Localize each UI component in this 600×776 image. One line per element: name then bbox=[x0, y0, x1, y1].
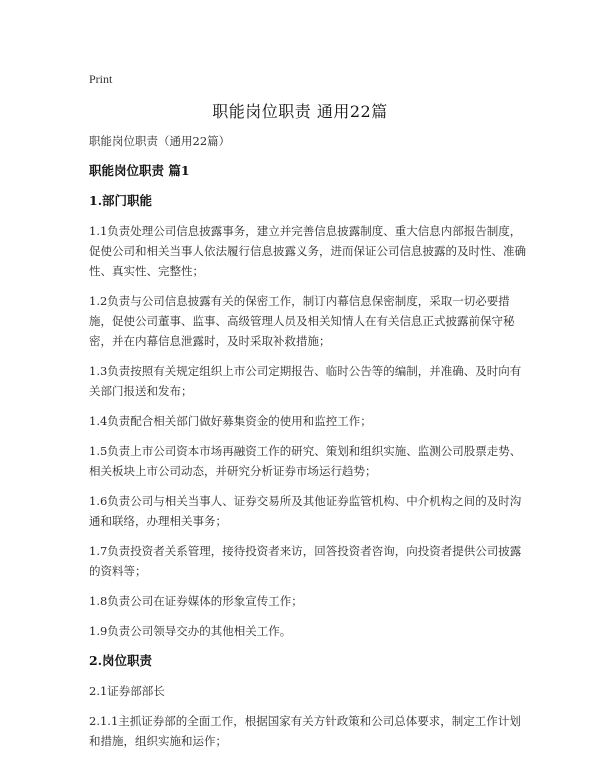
list-item: 1.9负责公司领导交办的其他相关工作。 bbox=[89, 624, 292, 638]
list-item: 1.4负责配合相关部门做好募集资金的使用和监控工作； bbox=[89, 414, 372, 428]
list-item: 1.2负责与公司信息披露有关的保密工作，制订内幕信息保密制度，采取一切必要措施，促使公司董事、监事、高级管理人员及相关知情人在有关信息正式披露前保守秘密，并在内幕信息泄露时，及时采取补救措施； bbox=[89, 294, 515, 348]
section-title: 职能岗位职责 篇1 bbox=[89, 163, 190, 178]
list-item: 1.3负责按照有关规定组织上市公司定期报告、临时公告等的编制，并准确、及时向有关部门报送和发布； bbox=[89, 364, 522, 398]
sub-heading-securities-minister: 2.1证券部部长 bbox=[89, 684, 165, 698]
document-subtitle: 职能岗位职责（通用22篇） bbox=[89, 134, 231, 148]
list-item: 2.1.1主抓证券部的全面工作，根据国家有关方针政策和公司总体要求，制定工作计划和措施，组织实施和运作； bbox=[89, 714, 521, 748]
print-link[interactable]: Print bbox=[89, 72, 113, 86]
heading-job-duties: 2.岗位职责 bbox=[89, 653, 153, 668]
heading-department-functions: 1.部门职能 bbox=[89, 193, 153, 208]
list-item: 1.5负责上市公司资本市场再融资工作的研究、策划和组织实施、监测公司股票走势、相关板块上市公司动态，并研究分析证券市场运行趋势； bbox=[89, 444, 522, 478]
list-item: 1.1负责处理公司信息披露事务，建立并完善信息披露制度、重大信息内部报告制度，促使公司和相关当事人依法履行信息披露义务，进而保证公司信息披露的及时性、准确性、真实性、完整性； bbox=[89, 224, 526, 278]
document-body bbox=[89, 131, 529, 761]
list-item: 1.6负责公司与相关当事人、证券交易所及其他证券监管机构、中介机构之间的及时沟通和联络，办理相关事务； bbox=[89, 494, 522, 528]
list-item: 1.7负责投资者关系管理，接待投资者来访，回答投资者咨询，向投资者提供公司披露的资料等； bbox=[89, 544, 522, 578]
list-item: 1.8负责公司在证券媒体的形象宣传工作； bbox=[89, 594, 303, 608]
page-title: 职能岗位职责 通用22篇 bbox=[212, 102, 388, 121]
